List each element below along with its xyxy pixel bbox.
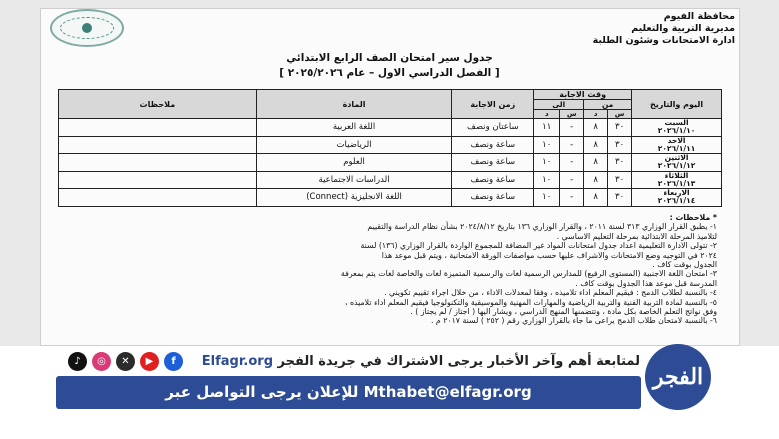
site-link[interactable]: Elfagr.org <box>201 354 274 369</box>
table-row <box>59 189 722 207</box>
subject-cell: اللغة العربية <box>256 119 452 137</box>
day-name: الاربعاء <box>663 188 690 198</box>
header-time: وقت الاجابة <box>534 90 632 100</box>
note-line: وفق نواتج التعلم الخاصة بكل مادة ، وتتضمنها المنهج الدراسي ، ويشار اليها ( اجتاز / لم يجتاز ) . <box>410 307 717 317</box>
day-date: ٢٠٢٦/١/١٠ <box>657 126 696 136</box>
day-name: الاحد <box>667 135 686 145</box>
subject-cell: العلوم <box>256 154 452 172</box>
exam-schedule-table <box>58 89 722 207</box>
from-hour: ٣٠ <box>608 171 632 189</box>
to-hour: - <box>560 154 584 172</box>
social-icons <box>68 352 183 371</box>
table-row <box>59 171 722 189</box>
note-line: ٦- بالنسبة لامتحان طلاب الدمج يراعى ما جاء بالقرار الوزاري رقم ( ٢٥٢ ) لسنة ٢٠١٧ م . <box>430 316 717 326</box>
table-row <box>59 136 722 154</box>
to-minute: ١٠ <box>534 171 560 189</box>
day-name: الثلاثاء <box>664 170 689 180</box>
from-minute: ٨ <box>584 189 608 207</box>
to-hour: - <box>560 189 584 207</box>
youtube-icon[interactable]: ▶ <box>140 352 159 371</box>
duration-cell: ساعة ونصف <box>452 136 534 154</box>
from-hour: ٣٠ <box>608 189 632 207</box>
duration-cell: ساعة ونصف <box>452 171 534 189</box>
table-row <box>59 154 722 172</box>
from-minute: ٨ <box>584 136 608 154</box>
note-line: ٥- بالنسبة لمادة التربية الفنية والتربية الرياضية والمهارات المهنية والموسيقية والتكنولوجيا فيقيم المعلم اداء تلاميذه ، <box>344 297 717 307</box>
note-line: ٢٠٢٤ في التوجيه وضع الامتحانات والاشراف عليها حسب مواصفات الورقة الامتحانية ، ويتم قبل موعد هذا <box>381 250 717 260</box>
subject-cell: الدراسات الاجتماعية <box>256 171 452 189</box>
table-row <box>59 119 722 137</box>
document-title: جدول سير امتحان الصف الرابع الابتدائي <box>286 52 493 64</box>
to-hour: - <box>560 119 584 137</box>
to-minute: ١١ <box>534 119 560 137</box>
note-cell <box>59 171 257 189</box>
tiktok-icon[interactable]: ♪ <box>68 352 87 371</box>
from-minute: ٨ <box>584 119 608 137</box>
duration-cell: ساعة ونصف <box>452 154 534 172</box>
note-cell <box>59 136 257 154</box>
note-cell <box>59 119 257 137</box>
day-date: ٢٠٢٦/١/١٢ <box>657 161 696 171</box>
facebook-icon[interactable]: f <box>164 352 183 371</box>
to-minute: ١٠ <box>534 136 560 154</box>
from-hour: ٣٠ <box>608 154 632 172</box>
organization-header <box>593 11 735 47</box>
note-cell <box>59 154 257 172</box>
header-minute: د <box>584 110 608 119</box>
note-line: المدرسة قبل موعد هذا الجدول بوقت كاف . <box>575 278 717 288</box>
directorate-logo <box>50 9 124 47</box>
to-hour: - <box>560 136 584 154</box>
duration-cell: ساعة ونصف <box>452 189 534 207</box>
header-minute: د <box>534 110 560 119</box>
header-subject: المادة <box>256 90 452 119</box>
header-hour: س <box>608 110 632 119</box>
ad-contact-text: للإعلان يرجى التواصل عبر Mthabet@elfagr.org <box>165 383 532 401</box>
note-line: لتلاميذ المرحلة الابتدائية بمرحلة التعليم الاساسي . <box>556 231 717 241</box>
from-hour: ٣٠ <box>608 119 632 137</box>
header-hour: س <box>560 110 584 119</box>
from-hour: ٣٠ <box>608 136 632 154</box>
from-minute: ٨ <box>584 154 608 172</box>
day-date: ٢٠٢٦/١/١١ <box>657 143 696 153</box>
instagram-icon[interactable]: ◎ <box>92 352 111 371</box>
to-minute: ١٠ <box>534 189 560 207</box>
elfagr-logo-badge[interactable]: الفجر <box>645 344 711 410</box>
note-cell <box>59 189 257 207</box>
subject-cell: الرياضيات <box>256 136 452 154</box>
header-from: من <box>584 100 632 110</box>
note-line: ٢- تتولى الادارة التعليمية اعداد جدول امتحانات المواد غير المضافة للمجموع الواردة بالقرار الوزاري (١٣٦) لسنة <box>360 241 717 251</box>
notes-heading: * ملاحظات : <box>669 213 717 222</box>
header-to: الى <box>534 100 584 110</box>
x-icon[interactable]: ✕ <box>116 352 135 371</box>
header-notes: ملاحظات <box>59 90 257 119</box>
ad-contact-bar[interactable] <box>56 376 641 409</box>
day-name: السبت <box>664 118 689 128</box>
day-date: ٢٠٢٦/١/١٣ <box>657 178 696 188</box>
to-hour: - <box>560 171 584 189</box>
day-name: الاثنين <box>664 153 689 163</box>
follow-line <box>60 352 640 374</box>
day-date: ٢٠٢٦/١/١٤ <box>657 196 696 206</box>
note-line: الجدول بوقت كاف . <box>652 260 717 270</box>
subject-cell: اللغة الانجليزية (Connect) <box>256 189 452 207</box>
note-line: ٤- بالنسبة لطلاب الدمج : فيقيم المعلم اداء تلاميذه ، وفقا لمعدلات الاداء ، من خلال اجراء تقييم تكويني . <box>384 288 717 298</box>
document-subtitle: [ الفصل الدراسي الاول – عام ٢٠٢٥/٢٠٢٦ ] <box>279 67 500 79</box>
org-line: مديرية التربية والتعليم <box>631 23 735 34</box>
follow-text: لمتابعة أهم وآخر الأخبار يرجى الاشتراك في جريدة الفجر <box>277 354 640 369</box>
note-line: ١- يطبق القرار الوزاري ٣١٣ لسنة ٢٠١١ ، والقرار الوزاري ١٣٦ بتاريخ ٢٠٢٤/٨/١٢ بشأن نظام الدراسة والتقييم <box>367 222 717 232</box>
note-line: ٣- امتحان اللغة الاجنبية (المستوى الرفيع) للمدارس الرسمية لغات والرسمية المتميزة لغات والخاصة لغات يتم بمعرفة <box>340 269 717 279</box>
duration-cell: ساعتان ونصف <box>452 119 534 137</box>
org-line: ادارة الامتحانات وشئون الطلبة <box>592 35 735 46</box>
header-date: اليوم والتاريخ <box>632 90 722 119</box>
notes-section <box>62 213 717 326</box>
header-duration: زمن الاجابة <box>452 90 534 119</box>
org-line: محافظة الفيوم <box>663 11 735 22</box>
to-minute: ١٠ <box>534 154 560 172</box>
from-minute: ٨ <box>584 171 608 189</box>
